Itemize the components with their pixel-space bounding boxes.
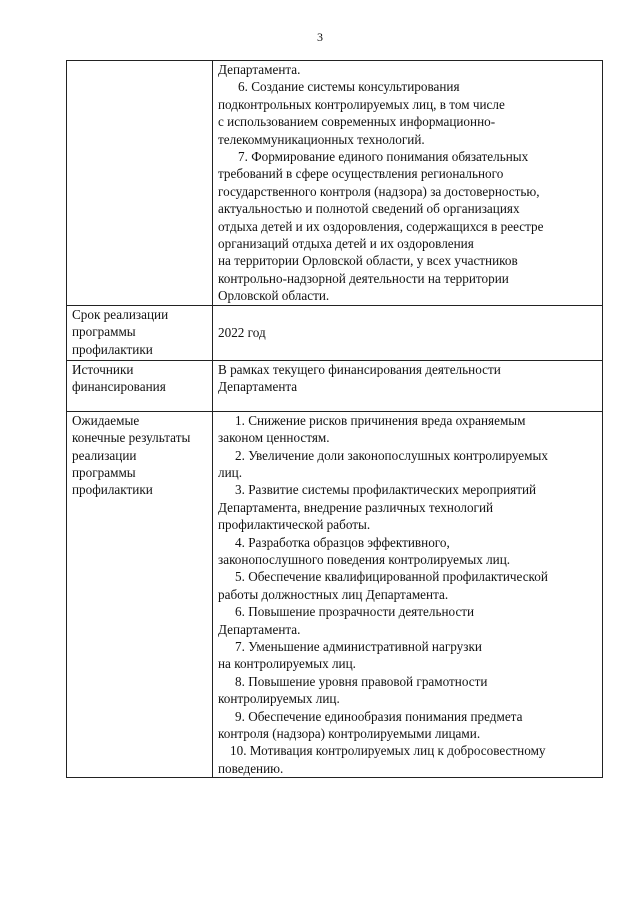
row-content-line: на территории Орловской области, у всех участников [218,253,518,269]
row-content-line: 1. Снижение рисков причинения вреда охраняемым [235,412,526,428]
row-content-line: контролируемых лиц. [218,691,340,707]
row-content-line: Департамента, внедрение различных технологий [218,499,494,515]
row-content-cell [213,411,603,778]
row-label-line: реализации [72,447,137,463]
row-label-cell [67,360,213,411]
row-label-line: программы [72,324,136,340]
row-content-line: 3. Развитие системы профилактических мероприятий [235,482,537,498]
row-content-line: 5. Обеспечение квалифицированной профилактической [235,569,548,585]
row-label-line: финансирования [72,379,166,395]
table-row [67,305,603,360]
row-content-line: Департамента. [218,62,301,77]
row-content-line: с использованием современных информационно- [218,114,496,130]
row-content-line: отдыха детей и их оздоровления, содержащихся в реестре [218,218,544,234]
row-content-cell [213,305,603,360]
row-label-line: программы [72,464,136,480]
row-content-line: 7. Формирование единого понимания обязательных [238,149,529,165]
row-label-line: конечные результаты [72,430,191,446]
row-content-line: законопослушного поведения контролируемых лиц. [218,551,511,567]
row-content-line: контроля (надзора) контролируемыми лицами. [218,726,481,741]
row-content-line: 4. Разработка образцов эффективного, [235,534,450,550]
row-content-line: Орловской области. [218,288,330,304]
row-content-line: контрольно-надзорной деятельности на территории [218,270,509,286]
row-label-line: Источники [72,361,134,377]
row-content-line: законом ценностям. [218,430,330,446]
row-content-line: 8. Повышение уровня правовой грамотности [235,673,488,689]
row-content-line: работы должностных лиц Департамента. [218,586,449,602]
row-content-line: 10. Мотивация контролируемых лиц к добросовестному [230,743,546,759]
row-label-cell [67,305,213,360]
row-content-line: 6. Создание системы консультирования [238,79,460,95]
row-content-line: на контролируемых лиц. [218,656,356,672]
row-label-line: профилактики [72,482,153,498]
row-label-line: Ожидаемые [72,412,140,428]
row-content-cell [213,61,603,306]
table-row [67,411,603,778]
row-content-line: Департамента. [218,621,301,637]
row-content-line: поведению. [218,760,284,776]
row-content-line: 7. Уменьшение административной нагрузки [235,638,482,654]
row-content-line: Департамента [218,379,298,395]
row-content-line: В рамках текущего финансирования деятельности [218,361,501,377]
row-label-cell [67,61,213,306]
row-content-cell [213,360,603,411]
row-content-line: 9. Обеспечение единообразия понимания предмета [235,708,523,724]
page-number: 3 [317,30,323,44]
row-content-line: телекоммуникационных технологий. [218,131,425,147]
row-content-line: 2. Увеличение доли законопослушных контролируемых [235,447,548,463]
program-table [66,60,603,778]
row-content-line: требований в сфере осуществления регионального [218,166,504,182]
row-content-line: подконтрольных контролируемых лиц, в том числе [218,96,505,112]
row-content-line: лиц. [218,464,242,480]
row-label-cell [67,411,213,778]
row-content-line: государственного контроля (надзора) за достоверностью, [218,183,540,199]
row-label-line: Срок реализации [72,306,169,322]
table-row [67,61,603,306]
row-content-line: профилактической работы. [218,517,371,533]
row-label-line: профилактики [72,341,153,357]
row-content-line: организаций отдыха детей и их оздоровления [218,236,474,252]
row-content-line: 6. Повышение прозрачности деятельности [235,604,475,620]
table-row [67,360,603,411]
row-content-line: 2022 год [218,324,266,340]
row-content-line: актуальностью и полнотой сведений об организациях [218,201,520,217]
